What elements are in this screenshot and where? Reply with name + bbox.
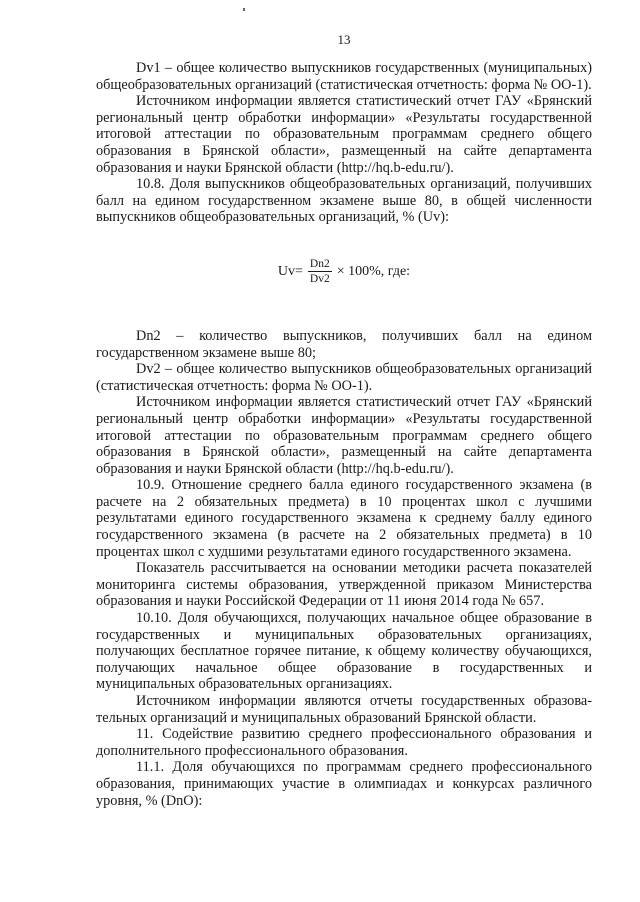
page-number: 13 [337,32,351,47]
paragraph-10-9: 10.9. Отношение среднего балла единого государственного экзамена (в расчете на 2 обязательных предмета) в 10 процентах школ с лучшими результатами единого государственного экзамена к среднему баллу единого государственного экзамена (в расчете на 2 обязательных предмета) в 10 процентах школ с худшими результатами единого государственного экзамена. [96,477,592,560]
formula-multiplier: × 100%, где: [336,263,411,279]
paragraph-10-8: 10.8. Доля выпускников общеобразовательных организаций, получивших балл на едином государственном экзамене выше 80, в общей численности выпускников общеобразовательных организаций, % (Uv): [96,176,592,226]
document-page [96,32,592,809]
paragraph-information-source: Источником информации является статистический отчет ГАУ «Брянский региональный центр обработки информации» «Результаты государственной итоговой аттестации по образовательным программам среднего общего образования в Брянской области», размещенный на сайте департамента образования и науки Брянской области (http://hq.b-edu.ru/). [96,93,592,176]
paragraph-section-11: 11. Содействие развитию среднего профессионального образования и дополнительного профессионального образования. [96,726,592,759]
paragraph-11-1: 11.1. Доля обучающихся по программам среднего профессионального образования, принимающих участие в олимпиадах и конкурсах различного уровня, % (DnO): [96,759,592,809]
paragraph-methodology: Показатель рассчитывается на основании методики расчета показателей мониторинга системы образования, утвержденной приказом Министерства образования и науки Российской Федерации от 11 июня 2014 года № 657. [96,560,592,610]
paragraph-dn2-definition: Dn2 – количество выпускников, получивших балл на едином государственном экзамене выше 80; [96,327,592,361]
formula-fraction [308,258,332,285]
formula-uv [96,250,592,294]
paragraph-dv1-definition: Dv1 – общее количество выпускников государственных (муниципальных) общеобразовательных организаций (статистическая отчетность: форма № ОО-1). [96,60,592,93]
paragraph-10-10: 10.10. Доля обучающихся, получающих начальное общее образование в государственных и муниципальных образовательных организациях, получающих бесплатное горячее питание, к общему количеству обучающихся, получающих начальное общее образование в государственных и муниципальных образовательных организациях. [96,610,592,693]
paragraph-information-source-2: Источником информации является статистический отчет ГАУ «Брянский региональный центр обработки информации» «Результаты государственной итоговой аттестации по образовательным программам среднего общего образования в Брянской области», размещенный на сайте департамента образования и науки Брянской области (http://hq.b-edu.ru/). [96,394,592,477]
paragraph-information-source-3: Источником информации являются отчеты государственных образовательных организаций и муниципальных образований Брянской области. [96,693,592,726]
scan-mark [243,8,245,11]
paragraph-dv2-definition: Dv2 – общее количество выпускников общеобразовательных организаций (статистическая отчетность: форма № ОО-1). [96,361,592,394]
formula-denominator: Dv2 [309,273,330,286]
formula-lhs: Uv= [277,263,303,279]
formula-numerator: Dn2 [309,258,330,271]
